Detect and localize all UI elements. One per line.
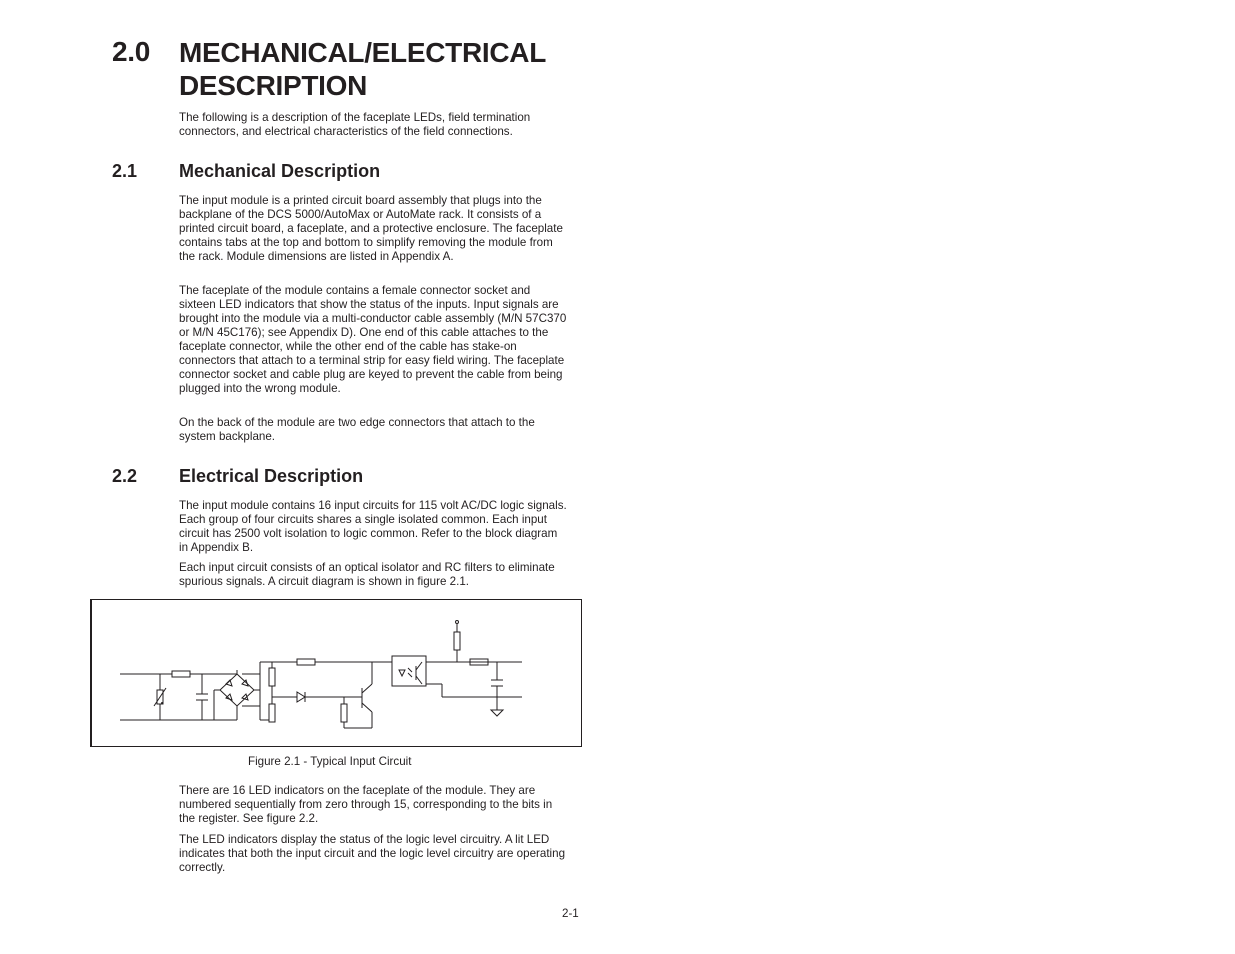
figure-caption: Figure 2.1 - Typical Input Circuit	[248, 755, 412, 768]
section-2-1-paragraph-3: On the back of the module are two edge connectors that attach to the system backplane.	[179, 416, 535, 443]
section-2-2-paragraph-1: The input module contains 16 input circuits for 115 volt AC/DC logic signals. Each group of four circuits shares a single isolated common. Each input circuit has 2500 volt isolation to logic common. Refer to the block diagram in Appendix B.	[179, 499, 567, 554]
led-paragraph-2: The LED indicators display the status of the logic level circuitry. A lit LED indicates that both the input circuit and the logic level circuitry are operating correctly.	[179, 833, 566, 874]
led-paragraph-1: There are 16 LED indicators on the faceplate of the module. They are numbered sequentially from zero through 15, corresponding to the bits in the register. See figure 2.2.	[179, 784, 553, 825]
section-2-1-title: Mechanical Description	[179, 161, 381, 181]
section-2-2-title: Electrical Description	[179, 466, 364, 486]
section-2-2-number: 2.2	[112, 466, 138, 486]
section-2-1-paragraph-2: The faceplate of the module contains a female connector socket and sixteen LED indicators that show the status of the inputs. Input signals are brought into the module via a multi-conductor cable assembly (M/N 57C370 or M/N 45C176); see Appendix D). One end of this cable attaches to the faceplate connector, while the other end of the cable has stake-on connectors that attach to a terminal strip for easy field wiring. The faceplate connector socket and cable plug are keyed to prevent the cable from being plugged into the wrong module.	[179, 284, 567, 395]
input-circuit-figure	[90, 599, 582, 747]
section-2-1-number: 2.1	[112, 161, 138, 181]
page-number: 2-1	[562, 907, 579, 920]
input-circuit-diagram	[92, 600, 581, 746]
section-2-1-paragraph-1: The input module is a printed circuit board assembly that plugs into the backplane of the DCS 5000/AutoMax or AutoMate rack. It consists of a printed circuit board, a faceplate, and a protective enclosure. The faceplate contains tabs at the top and bottom to simplify removing the module from the rack. Module dimensions are listed in Appendix A.	[179, 194, 563, 263]
chapter-intro: The following is a description of the faceplate LEDs, field termination connectors, and electrical characteristics of the field connections.	[179, 111, 531, 138]
chapter-title: MECHANICAL/ELECTRICAL DESCRIPTION	[179, 37, 546, 101]
section-2-2-paragraph-2: Each input circuit consists of an optical isolator and RC filters to eliminate spurious signals. A circuit diagram is shown in figure 2.1.	[179, 561, 555, 588]
chapter-number: 2.0	[112, 36, 151, 67]
